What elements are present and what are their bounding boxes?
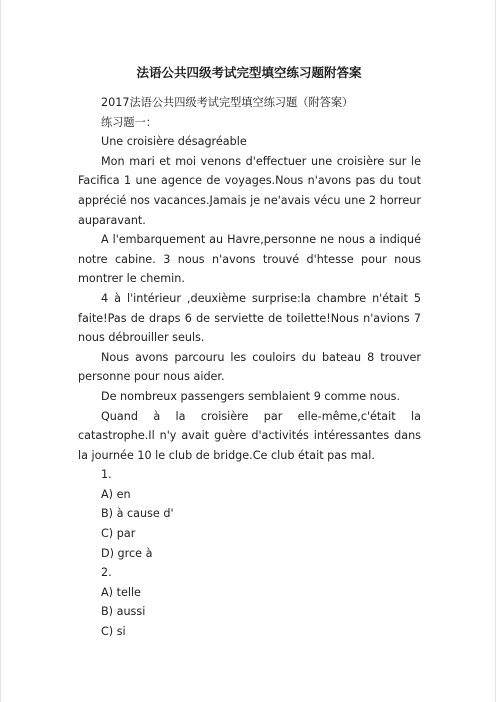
passage-paragraph-3: 4 à l'intérieur ,deuxième surprise:la chambre n'était 5 faite!Pas de draps 6 de serviette de toilette!Nous n'avions 7 nous débrouiller seuls.	[78, 291, 421, 345]
document-subtitle: 2017法语公共四级考试完型填空练习题（附答案）	[101, 96, 354, 109]
question-2-option-c: C) si	[101, 625, 126, 639]
document-body	[78, 93, 421, 642]
passage-paragraph-1: Mon mari et moi venons d'effectuer une croisière sur le Facifica 1 une agence de voyages.Nous n'avons pas du tout apprécié nos vacances.Jamais je ne'avais vécu une 2 horreur auparavant.	[78, 154, 421, 227]
question-number-1: 1.	[101, 468, 112, 482]
question-1-option-d: D) grce à	[101, 546, 153, 560]
passage-paragraph-6: Quand à la croisière par elle-même,c'était la catastrophe.Il n'y avait guère d'activités intéressantes dans la journée 10 le club de bridge.Ce club était pas mal.	[78, 409, 421, 462]
question-1-option-a: A) en	[101, 487, 131, 501]
question-1-option-b: B) à cause d'	[101, 507, 174, 521]
exercise-label: 练习题一：	[101, 115, 157, 129]
passage-paragraph-2: A l'embarquement au Havre,personne ne nous a indiqué notre cabine. 3 nous n'avons trouvé d'htesse pour nous montrer le chemin.	[78, 233, 421, 286]
question-2-option-b: B) aussi	[101, 605, 146, 619]
passage-paragraph-4: Nous avons parcouru les couloirs du bateau 8 trouver personne pour nous aider.	[78, 350, 421, 384]
passage-paragraph-5: De nombreux passengers semblaient 9 comme nous.	[101, 389, 401, 403]
question-2-option-a: A) telle	[101, 585, 141, 599]
question-1-option-c: C) par	[101, 527, 136, 541]
passage-title: Une croisière désagréable	[101, 135, 247, 149]
document-title: 法语公共四级考试完型填空练习题附答案	[136, 65, 362, 80]
question-number-2: 2.	[101, 566, 112, 580]
